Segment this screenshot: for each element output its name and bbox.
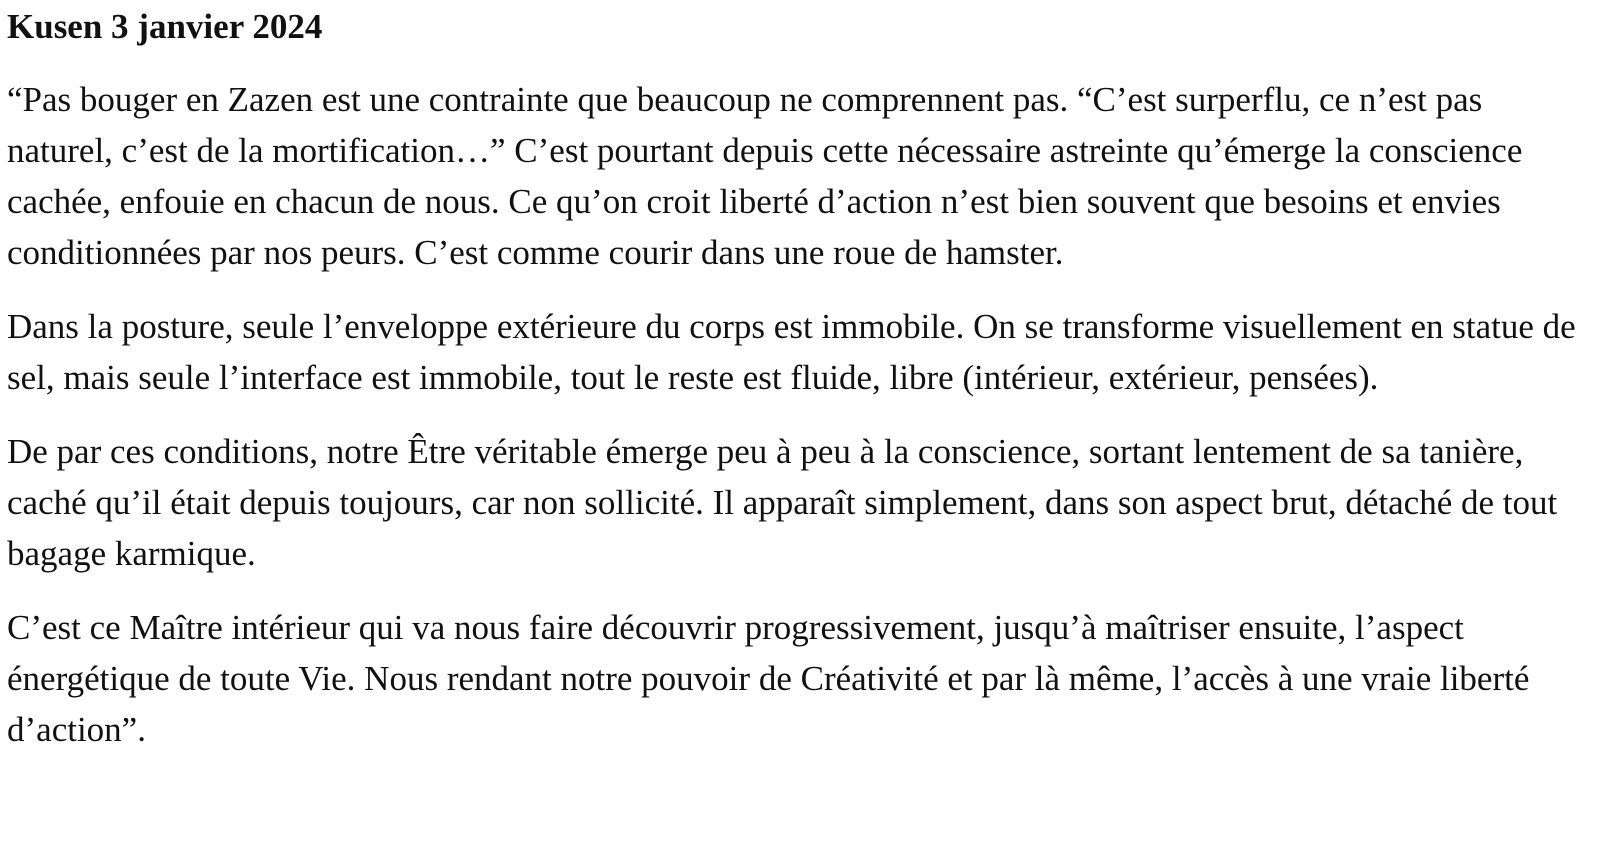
paragraph-2: Dans la posture, seule l’enveloppe extérieure du corps est immobile. On se transforme visuellement en statue de sel, mais seule l’interface est immobile, tout le reste est fluide, libre (intérieur, extérieur, pensées). [7, 307, 1576, 397]
paragraph-1: “Pas bouger en Zazen est une contrainte que beaucoup ne comprennent pas. “C’est surperflu, ce n’est pas naturel, c’est de la mortification…” C’est pourtant depuis cette nécessaire astreinte qu’émerge la conscience cachée, enfouie en chacun de nous. Ce qu’on croit liberté d’action n’est bien souvent que besoins et envies conditionnées par nos peurs. C’est comme courir dans une roue de hamster. [7, 80, 1523, 272]
paragraph-4: C’est ce Maître intérieur qui va nous faire découvrir progressivement, jusqu’à maîtriser ensuite, l’aspect énergétique de toute Vie. Nous rendant notre pouvoir de Créativité et par là même, l’accès à une vraie liberté d’action”. [7, 608, 1530, 749]
document-title: Kusen 3 janvier 2024 [7, 7, 323, 46]
paragraph-3: De par ces conditions, notre Être véritable émerge peu à peu à la conscience, sortant lentement de sa tanière, caché qu’il était depuis toujours, car non sollicité. Il apparaît simplement, dans son aspect brut, détaché de tout bagage karmique. [7, 432, 1558, 573]
